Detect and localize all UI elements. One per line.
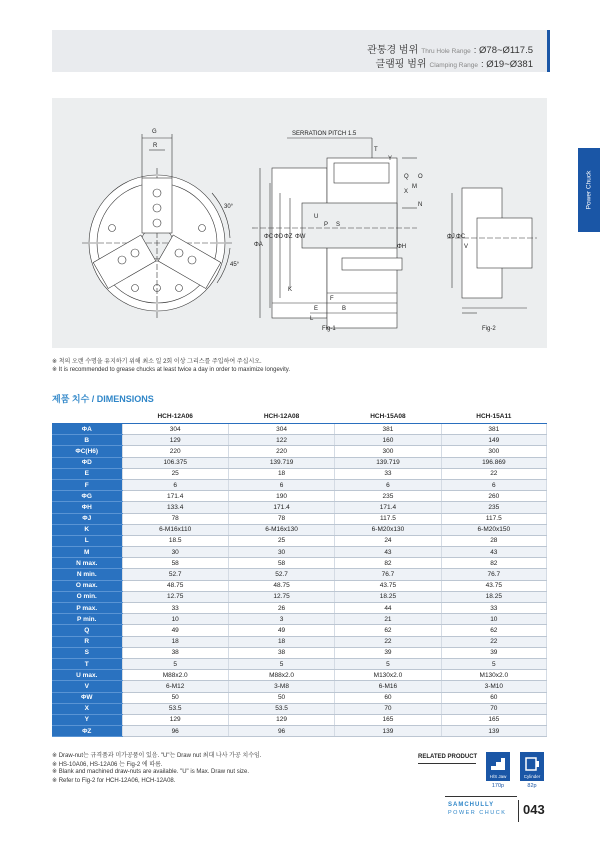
table-cell: 18.25 [335,591,441,602]
label-k: K [288,287,293,293]
table-cell: 6-M20x150 [441,524,546,535]
table-cell: 82 [441,558,546,569]
table-cell: 139 [441,726,546,737]
table-cell: 43.75 [335,580,441,591]
table-cell: 171.4 [335,502,441,513]
label-r: R [153,143,158,149]
brand-subtitle: POWER CHUCK [448,810,507,816]
table-row [52,614,547,625]
table-row [52,547,547,558]
table-cell: 76.7 [335,569,441,580]
label-v: V [464,244,469,250]
table-cell: 38 [122,647,228,658]
table-cell: 129 [228,714,334,725]
label-angle-45: 45° [230,262,240,268]
table-cell: 33 [335,468,441,479]
table-row [52,670,547,681]
table-cell: 18 [228,468,334,479]
label-w: ΦW [295,234,306,240]
table-cell: 49 [122,625,228,636]
table-cell: 96 [122,726,228,737]
table-cell: 235 [441,502,546,513]
table-cell: M130x2.0 [335,670,441,681]
table-cell: 235 [335,491,441,502]
table-cell: 6 [228,479,334,490]
table-cell: 62 [335,625,441,636]
footnote-3: ※ Blank and machined draw-nuts are available. "U" is Max. Draw nut size. [52,769,250,775]
row-label: ΦD [52,457,122,468]
grease-note-ko: ※ 척의 오랜 수명을 유지하기 위해 최소 일 2회 이상 그리스를 주입하여 주십시오. [52,359,262,365]
footer-separator [518,800,519,822]
table-cell: 6-M12 [122,681,228,692]
table-cell: 196.869 [441,457,546,468]
table-cell: 3 [228,614,334,625]
row-label: E [52,468,122,479]
table-cell: 6-M16x130 [228,524,334,535]
row-label: S [52,647,122,658]
label-p: P [324,222,329,228]
table-cell: 304 [122,424,228,435]
table-row [52,647,547,658]
row-label: R [52,636,122,647]
label-o: O [418,174,423,180]
table-cell: 39 [335,647,441,658]
table-cell: 6 [122,479,228,490]
table-row [52,502,547,513]
chuck-drawing-svg [52,98,547,348]
table-cell: 22 [335,636,441,647]
table-row [52,457,547,468]
row-label: N max. [52,558,122,569]
related-page-cylinder: 82p [527,783,537,789]
table-row [52,569,547,580]
clamping-range: 클램핑 범위 Clamping Range : Ø19~Ø381 [375,59,533,70]
label-y: Y [388,156,393,162]
label-u: U [314,214,319,220]
side-tab-power-chuck[interactable]: Power Chuck [578,148,600,232]
table-cell: 10 [441,614,546,625]
table-cell: 117.5 [335,513,441,524]
table-cell: 12.75 [122,591,228,602]
table-cell: 26 [228,603,334,614]
table-cell: 39 [441,647,546,658]
label-c2: ΦC [456,234,466,240]
table-row [52,580,547,591]
table-cell: 300 [335,446,441,457]
grease-note-en: ※ It is recommended to grease chucks at least twice a day in order to maximize longevity. [52,367,291,373]
table-cell: 33 [441,603,546,614]
table-cell: 52.7 [122,569,228,580]
table-row [52,603,547,614]
label-d: ΦD [274,234,284,240]
table-cell: 139.719 [335,457,441,468]
row-label: Y [52,714,122,725]
header-accent [547,30,550,72]
table-cell: 96 [228,726,334,737]
table-cell: 18 [122,636,228,647]
row-label: U max. [52,670,122,681]
footnote-1: ※ Draw-nut는 규격품과 미가공품이 있음. "U"는 Draw nut 최대 나사 가공 치수임. [52,753,262,759]
table-row [52,435,547,446]
label-s: S [336,222,341,228]
table-row [52,658,547,669]
table-cell: 3-M10 [441,681,546,692]
row-label: F [52,479,122,490]
table-cell: 139.719 [228,457,334,468]
table-row [52,703,547,714]
table-cell: 21 [335,614,441,625]
table-cell: 58 [122,558,228,569]
table-cell: 78 [228,513,334,524]
section-title: 제품 치수 / DIMENSIONS [52,394,154,404]
row-label: X [52,703,122,714]
table-row [52,714,547,725]
table-cell: 381 [441,424,546,435]
table-cell: 220 [122,446,228,457]
table-cell: 6 [335,479,441,490]
table-cell: 6-M20x130 [335,524,441,535]
label-g: G [152,129,157,135]
table-cell: 48.75 [228,580,334,591]
table-cell: 82 [335,558,441,569]
table-cell: 70 [335,703,441,714]
label-n: N [418,202,423,208]
table-cell: 5 [441,658,546,669]
table-cell: 171.4 [122,491,228,502]
row-label: ΦA [52,424,122,435]
related-divider [418,763,476,764]
row-label: ΦG [52,491,122,502]
table-cell: 10 [122,614,228,625]
row-label: V [52,681,122,692]
row-label: O max. [52,580,122,591]
header-cell: HCH-12A08 [228,409,334,424]
thru-hole-range: 관통경 범위 Thru Hole Range : Ø78~Ø117.5 [367,45,533,56]
label-j: ΦJ [447,234,455,240]
label-f: F [330,296,334,302]
table-cell: 190 [228,491,334,502]
row-label: K [52,524,122,535]
technical-drawing [52,98,547,348]
header-range-box [52,30,547,72]
table-cell: 304 [228,424,334,435]
table-row [52,491,547,502]
table-cell: 43 [335,547,441,558]
table-cell: 5 [335,658,441,669]
row-label: ΦH [52,502,122,513]
label-h: ΦH [397,244,407,250]
label-e: E [314,306,319,312]
serration-label: SERRATION PITCH 1.5 [292,131,357,137]
table-row [52,468,547,479]
related-item-hs-jaw[interactable]: H/S Jaw [486,772,510,781]
table-cell: 6-M16 [335,681,441,692]
row-label: B [52,435,122,446]
table-row [52,636,547,647]
table-cell: 171.4 [228,502,334,513]
table-row [52,446,547,457]
table-cell: 76.7 [441,569,546,580]
row-label: Q [52,625,122,636]
table-cell: 149 [441,435,546,446]
table-cell: 38 [228,647,334,658]
row-label: O min. [52,591,122,602]
table-cell: 43.75 [441,580,546,591]
table-cell: 18.25 [441,591,546,602]
label-z: ΦZ [284,234,293,240]
header-cell [52,409,122,424]
label-x: X [404,189,409,195]
fig2-caption: Fig-2 [482,326,496,332]
table-cell: M130x2.0 [441,670,546,681]
row-label: P min. [52,614,122,625]
table-cell: 260 [441,491,546,502]
table-cell: 129 [122,714,228,725]
table-cell: 129 [122,435,228,446]
table-cell: 44 [335,603,441,614]
row-label: N min. [52,569,122,580]
fig1-caption: Fig-1 [322,326,336,332]
label-angle-30: 30° [224,204,234,210]
row-label: ΦW [52,692,122,703]
table-cell: 381 [335,424,441,435]
label-c: ΦC [264,234,274,240]
table-cell: 22 [441,636,546,647]
table-cell: 43 [441,547,546,558]
header-cell: HCH-15A08 [335,409,441,424]
table-cell: M88x2.0 [228,670,334,681]
footnote-2: ※ HS-10A06, HS-12A06 는 Fig-2 에 따름. [52,762,163,768]
related-page-hs-jaw: 170p [491,783,505,789]
label-m: M [412,184,417,190]
table-cell: 28 [441,535,546,546]
table-cell: 139 [335,726,441,737]
table-cell: 30 [122,547,228,558]
row-label: ΦJ [52,513,122,524]
table-cell: 60 [335,692,441,703]
row-label: ΦZ [52,726,122,737]
table-cell: 165 [441,714,546,725]
table-cell: 220 [228,446,334,457]
table-row [52,513,547,524]
table-cell: 12.75 [228,591,334,602]
footnote-4: ※ Refer to Fig-2 for HCH-12A06, HCH-12A08. [52,778,176,784]
table-row [52,681,547,692]
table-cell: 5 [228,658,334,669]
brand-logo: SAMCHULLY [448,802,495,808]
table-cell: 50 [228,692,334,703]
row-label: P max. [52,603,122,614]
table-cell: 49 [228,625,334,636]
label-a: ΦA [254,242,263,248]
table-cell: 133.4 [122,502,228,513]
table-cell: 165 [335,714,441,725]
table-row [52,625,547,636]
related-item-cylinder[interactable]: Cylinder [520,772,544,781]
table-cell: 24 [335,535,441,546]
table-cell: 52.7 [228,569,334,580]
table-cell: 122 [228,435,334,446]
table-cell: 58 [228,558,334,569]
table-cell: 33 [122,603,228,614]
footer-divider [445,796,517,797]
header-cell: HCH-12A06 [122,409,228,424]
row-label: L [52,535,122,546]
table-cell: M88x2.0 [122,670,228,681]
table-cell: 30 [228,547,334,558]
table-row [52,692,547,703]
header-cell: HCH-15A11 [441,409,546,424]
table-cell: 25 [228,535,334,546]
table-cell: 48.75 [122,580,228,591]
table-row [52,726,547,737]
table-cell: 5 [122,658,228,669]
table-cell: 53.5 [228,703,334,714]
table-cell: 106.375 [122,457,228,468]
table-cell: 78 [122,513,228,524]
table-cell: 50 [122,692,228,703]
table-cell: 3-M8 [228,681,334,692]
table-cell: 53.5 [122,703,228,714]
table-cell: 70 [441,703,546,714]
related-product-title: RELATED PRODUCT [418,754,478,760]
table-cell: 60 [441,692,546,703]
table-row [52,524,547,535]
table-row [52,424,547,435]
row-label: T [52,658,122,669]
table-cell: 300 [441,446,546,457]
table-cell: 6-M16x110 [122,524,228,535]
dimensions-table [52,409,547,737]
label-l: L [310,316,314,322]
label-q: Q [404,174,409,180]
table-cell: 22 [441,468,546,479]
table-row [52,535,547,546]
label-b: B [342,306,347,312]
row-label: M [52,547,122,558]
table-row [52,591,547,602]
label-t: T [374,147,378,153]
table-cell: 25 [122,468,228,479]
table-cell: 117.5 [441,513,546,524]
table-cell: 18.5 [122,535,228,546]
table-cell: 62 [441,625,546,636]
table-cell: 6 [441,479,546,490]
table-cell: 160 [335,435,441,446]
page-number: 043 [523,802,545,817]
table-header-row [52,409,547,424]
table-row [52,558,547,569]
row-label: ΦC(H6) [52,446,122,457]
table-cell: 18 [228,636,334,647]
table-row [52,479,547,490]
